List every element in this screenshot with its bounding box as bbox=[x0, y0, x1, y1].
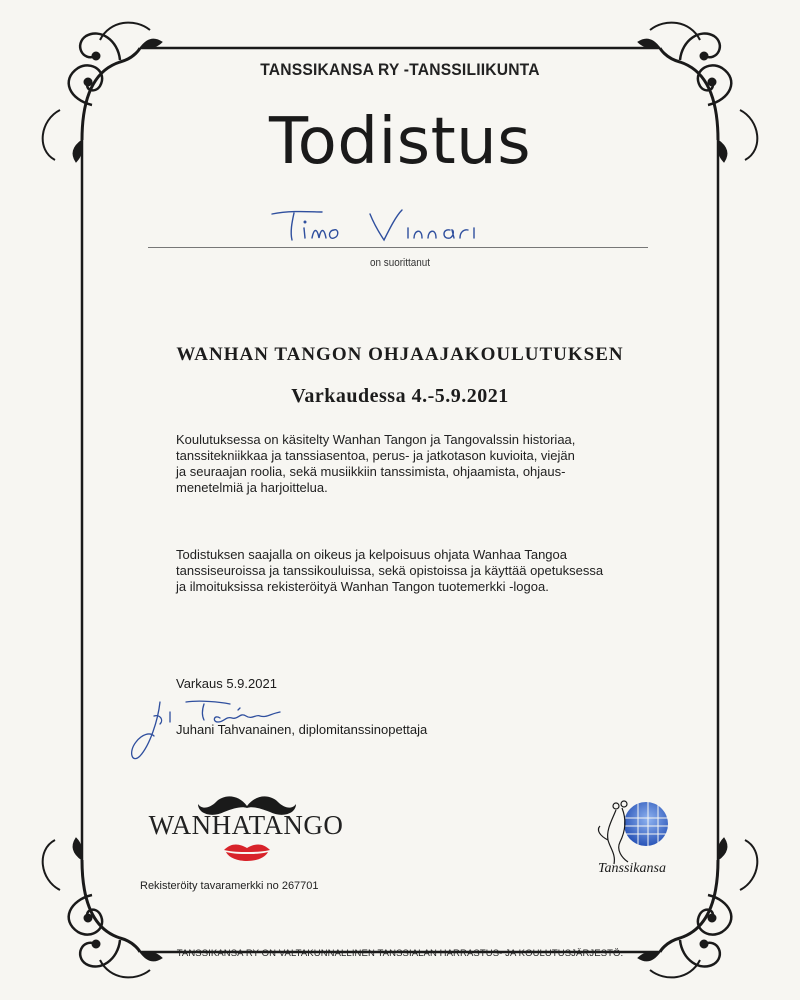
paragraph-line: tanssitekniikkaa ja tanssiasentoa, perus- ja jatkotason kuvioita, viejän bbox=[176, 448, 575, 463]
signer-name: Juhani Tahvanainen, diplomitanssinopettaja bbox=[176, 722, 428, 737]
paragraph-line: ja ilmoituksissa rekisteröityä Wanhan Tangon tuotemerkki -logoa. bbox=[176, 579, 549, 594]
signing-place-date: Varkaus 5.9.2021 bbox=[176, 676, 277, 691]
paragraph-line: menetelmiä ja harjoittelua. bbox=[176, 480, 328, 495]
footer-text: TANSSIKANSA RY ON VALTAKUNNALLINEN TANSSIALAN HARRASTUS- JA KOULUTUSJÄRJESTÖ. bbox=[176, 948, 624, 959]
paragraph-line: Todistuksen saajalla on oikeus ja kelpoisuus ohjata Wanhaa Tangoa bbox=[176, 547, 567, 562]
dancers-globe-logo bbox=[586, 790, 676, 890]
rights-paragraph bbox=[176, 547, 656, 595]
paragraph-line: ja seuraajan roolia, sekä musiikkiin tanssimista, ohjaamista, ohjaus- bbox=[176, 464, 566, 479]
logo-text: WANHATANGO bbox=[148, 810, 344, 840]
trademark-number: Rekisteröity tavaramerkki no 267701 bbox=[140, 880, 319, 892]
paragraph-line: tanssiseuroissa ja tanssikouluissa, sekä opistoissa ja käyttää opetuksessa bbox=[176, 563, 604, 578]
recipient-signature bbox=[262, 200, 502, 250]
paragraph-line: Koulutuksessa on käsitelty Wanhan Tangon ja Tangovalssin historiaa, bbox=[176, 432, 576, 447]
description-paragraph bbox=[176, 432, 656, 496]
completed-label: on suorittanut bbox=[370, 257, 430, 269]
certificate-title: Todistus bbox=[268, 105, 532, 179]
recipient-line bbox=[148, 247, 648, 248]
course-place-date: Varkaudessa 4.-5.9.2021 bbox=[291, 385, 509, 407]
lips-icon bbox=[224, 845, 270, 862]
organization-header: TANSSIKANSA RY -TANSSILIIKUNTA bbox=[260, 60, 540, 79]
course-name: WANHAN TANGON OHJAAJAKOULUTUKSEN bbox=[176, 344, 624, 365]
seal-text: Tanssikansa bbox=[598, 861, 666, 876]
